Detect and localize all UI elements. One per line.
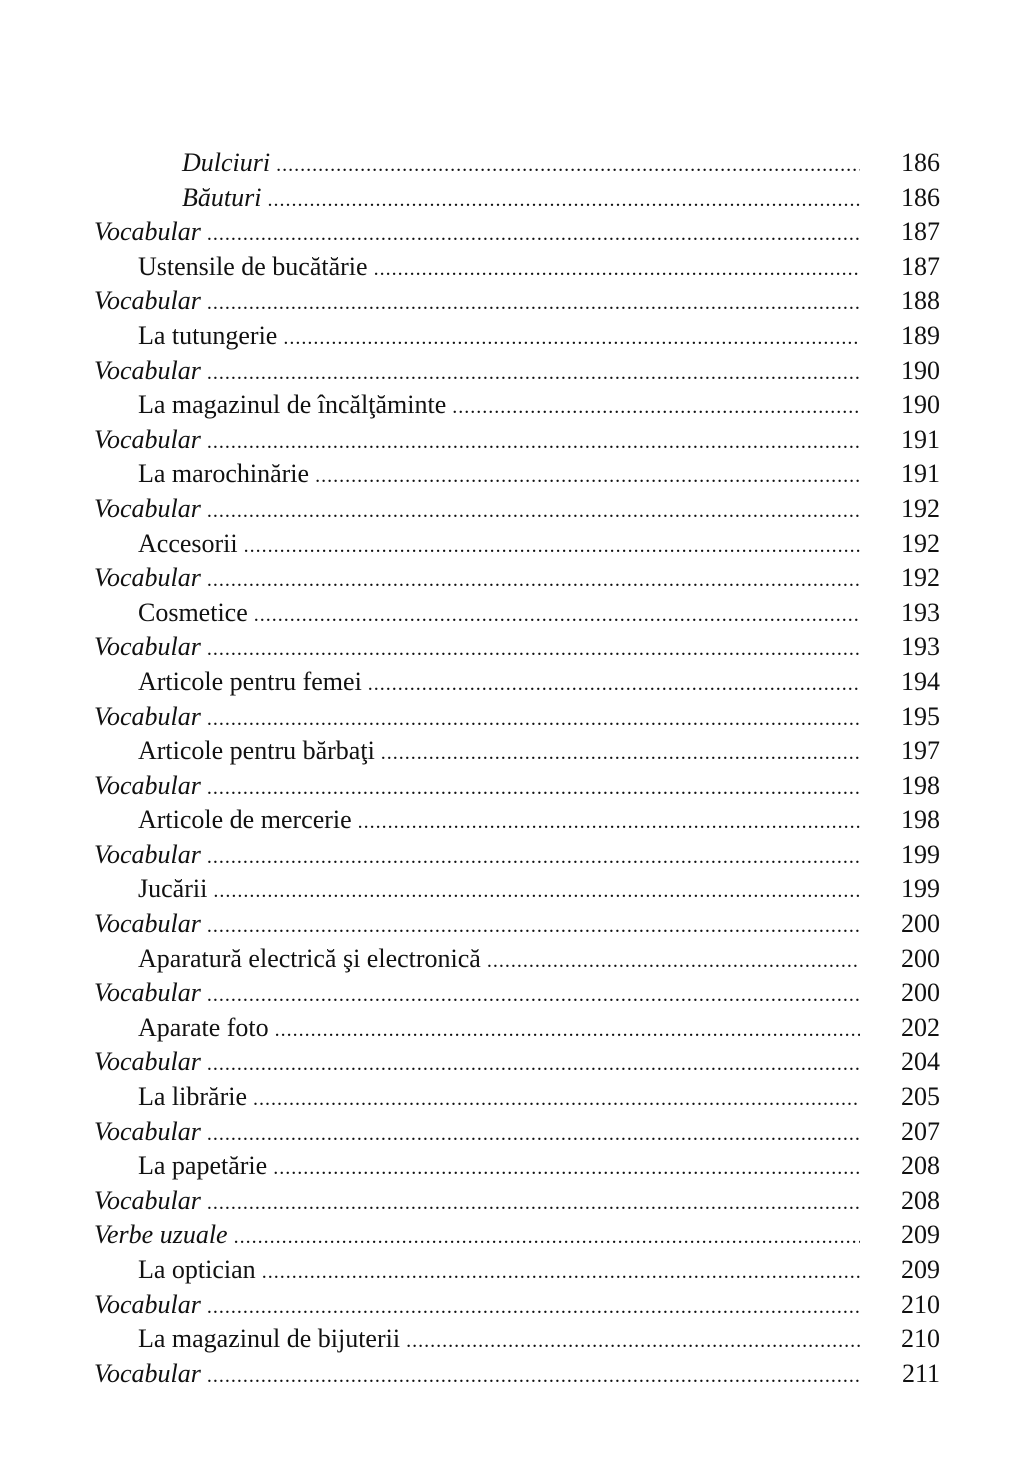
toc-entry-page-number: 197	[901, 736, 940, 766]
dot-leader	[254, 598, 860, 633]
dot-leader	[381, 736, 860, 771]
dot-leader	[207, 494, 860, 529]
dot-leader	[213, 874, 860, 909]
toc-entry-title: Vocabular	[94, 493, 201, 523]
dot-leader	[276, 148, 860, 183]
toc-entry-title: Vocabular	[94, 1047, 201, 1077]
dot-leader	[267, 183, 860, 218]
toc-entry[interactable]	[94, 700, 940, 735]
dot-leader	[374, 252, 860, 287]
toc-entry-page-number: 192	[901, 528, 940, 558]
toc-entry-page-number: 191	[901, 424, 940, 454]
toc-entry-title: Aparatură electrică şi electronică	[138, 943, 481, 973]
toc-entry-title: Accesorii	[138, 528, 238, 558]
toc-entry-page-number: 198	[901, 805, 940, 835]
toc-entry[interactable]	[94, 1322, 940, 1357]
toc-entry-title: Aparate foto	[138, 1012, 269, 1042]
toc-entry-page-number: 188	[901, 286, 940, 316]
toc-entry-title: Vocabular	[94, 1358, 201, 1388]
dot-leader	[207, 1359, 860, 1394]
toc-entry[interactable]	[94, 1080, 940, 1115]
dot-leader	[207, 217, 860, 252]
toc-entry-page-number: 209	[901, 1255, 940, 1284]
toc-entry-page-number: 207	[901, 1116, 940, 1146]
toc-entry[interactable]	[94, 1357, 940, 1392]
dot-leader	[487, 944, 860, 979]
toc-entry[interactable]	[94, 665, 940, 700]
toc-entry-title: La marochinărie	[138, 459, 310, 489]
toc-entry-page-number: 204	[901, 1047, 940, 1077]
toc-entry[interactable]	[94, 734, 940, 769]
toc-entry-title: Articole de mercerie	[138, 805, 352, 835]
toc-entry-page-number: 186	[901, 148, 940, 177]
toc-entry-title: La librărie	[138, 1082, 247, 1112]
dot-leader	[262, 1255, 860, 1290]
toc-entry[interactable]	[94, 1149, 940, 1184]
dot-leader	[273, 1151, 860, 1186]
dot-leader	[253, 1082, 860, 1117]
toc-entry-title: Vocabular	[94, 355, 201, 385]
toc-entry[interactable]	[94, 976, 940, 1011]
toc-entry-page-number: 209	[901, 1220, 940, 1250]
toc-entry[interactable]	[94, 181, 940, 216]
dot-leader	[207, 1047, 860, 1082]
toc-entry-page-number: 191	[901, 459, 940, 489]
toc-entry-page-number: 211	[901, 1358, 940, 1388]
toc-entry-title: La papetărie	[138, 1151, 268, 1181]
toc-entry[interactable]	[94, 354, 940, 389]
toc-entry-title: Articole pentru femei	[138, 666, 362, 696]
toc-entry[interactable]	[94, 769, 940, 804]
toc-entry-page-number: 198	[901, 770, 940, 800]
toc-entry-title: Vocabular	[94, 1289, 201, 1319]
toc-entry-page-number: 190	[901, 355, 940, 385]
toc-entry-title: Dulciuri	[182, 148, 271, 177]
dot-leader	[207, 286, 860, 321]
toc-entry[interactable]	[94, 492, 940, 527]
toc-entry[interactable]	[94, 1184, 940, 1219]
toc-entry[interactable]	[94, 630, 940, 665]
dot-leader	[207, 425, 860, 460]
dot-leader	[207, 563, 860, 598]
toc-entry[interactable]	[94, 803, 940, 838]
toc-entry-title: Vocabular	[94, 770, 201, 800]
toc-entry-title: Articole pentru bărbaţi	[138, 736, 375, 766]
toc-entry[interactable]	[94, 907, 940, 942]
dot-leader	[207, 1186, 860, 1221]
dot-leader	[358, 805, 860, 840]
dot-leader	[283, 321, 860, 356]
toc-entry[interactable]	[94, 284, 940, 319]
toc-entry-page-number: 195	[901, 701, 940, 731]
toc-entry-page-number: 187	[901, 217, 940, 247]
toc-entry-page-number: 189	[901, 320, 940, 350]
toc-entry-page-number: 192	[901, 493, 940, 523]
dot-leader	[207, 978, 860, 1013]
toc-entry[interactable]	[94, 1288, 940, 1323]
toc-entry[interactable]	[94, 561, 940, 596]
toc-entry-title: Vocabular	[94, 909, 201, 939]
toc-entry[interactable]	[94, 527, 940, 562]
toc-entry-page-number: 200	[901, 909, 940, 939]
toc-entry-title: La tutungerie	[138, 320, 278, 350]
toc-entry[interactable]	[94, 838, 940, 873]
toc-entry-page-number: 210	[901, 1289, 940, 1319]
dot-leader	[275, 1013, 860, 1048]
dot-leader	[207, 909, 860, 944]
toc-entry[interactable]	[94, 457, 940, 492]
toc-entry-page-number: 193	[901, 597, 940, 627]
toc-entry-page-number: 208	[901, 1185, 940, 1215]
toc-entry[interactable]	[94, 146, 940, 181]
toc-entry-title: Ustensile de bucătărie	[138, 251, 368, 281]
toc-entry-page-number: 199	[901, 874, 940, 904]
dot-leader	[368, 667, 860, 702]
toc-entry[interactable]	[94, 388, 940, 423]
toc-entry-title: Vocabular	[94, 563, 201, 593]
dot-leader	[452, 390, 860, 425]
dot-leader	[315, 459, 860, 494]
toc-entry-title: Vocabular	[94, 1116, 201, 1146]
dot-leader	[207, 1117, 860, 1152]
toc-entry-page-number: 186	[901, 182, 940, 212]
dot-leader	[207, 702, 860, 737]
toc-entry-page-number: 200	[901, 943, 940, 973]
toc-entry-page-number: 199	[901, 839, 940, 869]
toc-entry-title: Verbe uzuale	[94, 1220, 228, 1250]
toc-entry-page-number: 210	[901, 1324, 940, 1354]
toc-entry-title: La magazinul de încălţăminte	[138, 390, 447, 420]
dot-leader	[207, 840, 860, 875]
toc-entry[interactable]	[94, 423, 940, 458]
dot-leader	[207, 771, 860, 806]
dot-leader	[207, 632, 860, 667]
dot-leader	[244, 529, 860, 564]
toc-entry[interactable]	[94, 319, 940, 354]
toc-entry-title: Vocabular	[94, 701, 201, 731]
toc-entry-title: Vocabular	[94, 1185, 201, 1215]
toc-entry[interactable]	[94, 215, 940, 250]
table-of-contents	[94, 146, 940, 1391]
dot-leader	[234, 1220, 860, 1255]
toc-entry-page-number: 202	[901, 1012, 940, 1042]
toc-entry-title: La optician	[138, 1255, 256, 1284]
toc-entry[interactable]	[94, 250, 940, 285]
toc-entry-title: Vocabular	[94, 839, 201, 869]
toc-entry-title: Vocabular	[94, 424, 201, 454]
toc-entry-title: Vocabular	[94, 286, 201, 316]
toc-entry[interactable]	[94, 1011, 940, 1046]
toc-entry[interactable]	[94, 596, 940, 631]
toc-entry-page-number: 200	[901, 978, 940, 1008]
toc-entry-title: Vocabular	[94, 632, 201, 662]
toc-entry[interactable]	[94, 872, 940, 907]
toc-entry[interactable]	[94, 1218, 940, 1253]
toc-entry-page-number: 205	[901, 1082, 940, 1112]
toc-entry-page-number: 208	[901, 1151, 940, 1181]
toc-entry-page-number: 192	[901, 563, 940, 593]
toc-entry-title: Vocabular	[94, 217, 201, 247]
dot-leader	[207, 356, 860, 391]
toc-entry[interactable]	[94, 1045, 940, 1080]
toc-entry-title: Băuturi	[182, 182, 262, 212]
toc-entry[interactable]	[94, 942, 940, 977]
toc-entry[interactable]	[94, 1253, 940, 1288]
toc-entry-title: Vocabular	[94, 978, 201, 1008]
toc-entry[interactable]	[94, 1115, 940, 1150]
toc-entry-page-number: 187	[901, 251, 940, 281]
toc-entry-title: Cosmetice	[138, 597, 248, 627]
toc-entry-page-number: 193	[901, 632, 940, 662]
dot-leader	[207, 1290, 860, 1325]
toc-entry-page-number: 194	[901, 666, 940, 696]
dot-leader	[406, 1324, 860, 1359]
toc-entry-title: Jucării	[138, 874, 208, 904]
toc-entry-title: La magazinul de bijuterii	[138, 1324, 401, 1354]
toc-entry-page-number: 190	[901, 390, 940, 420]
